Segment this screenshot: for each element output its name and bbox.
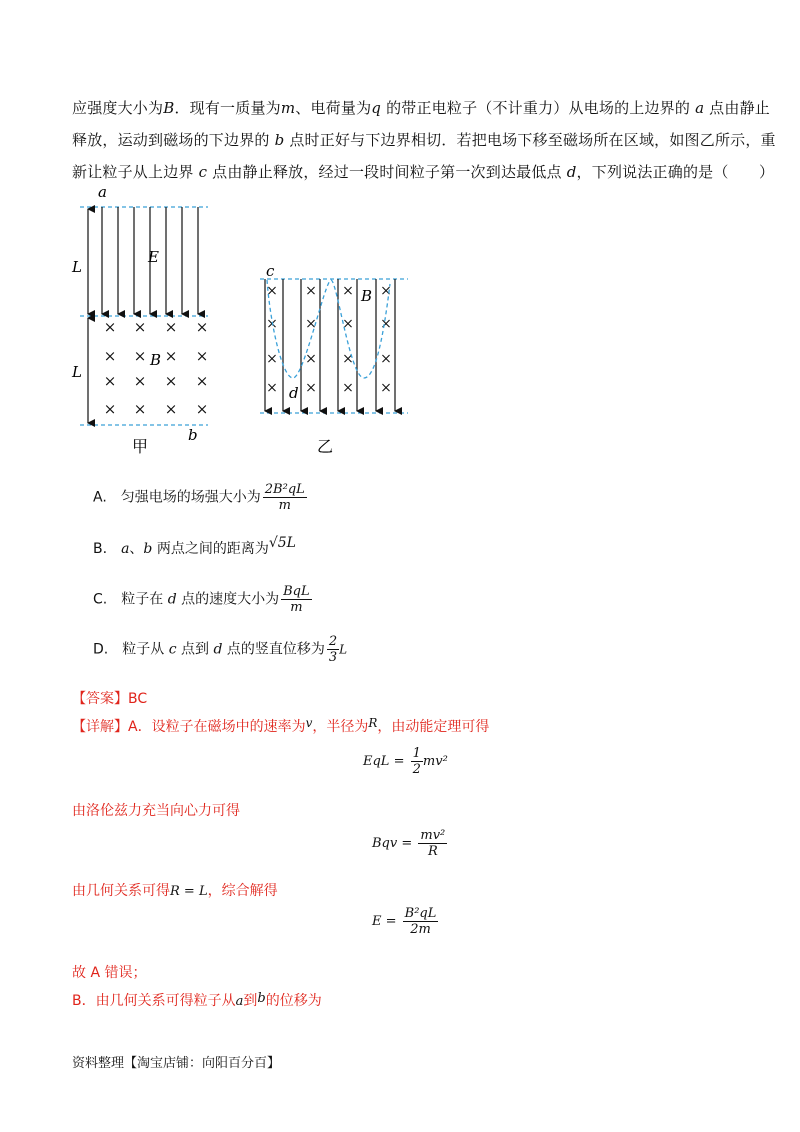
svg-text:×: × — [342, 380, 354, 396]
svg-text:×: × — [164, 318, 178, 336]
equation-field: E = $\frac{\text{B²qL}}{2m}$ — [372, 906, 437, 937]
equation-lorentz: Bqv = $\frac{\text{mv²}}{R}$ — [372, 828, 446, 859]
label-L-bottom: L — [72, 363, 82, 381]
svg-text:×: × — [266, 316, 278, 332]
svg-text:×: × — [164, 347, 178, 365]
svg-text:×: × — [342, 351, 354, 367]
electric-field-lines — [265, 279, 395, 411]
svg-text:×: × — [305, 351, 317, 367]
solution-line-3: 由几何关系可得R = L，综合解得 — [72, 883, 278, 899]
option-c[interactable]: C. 粒子在 d 点的速度大小为 $\frac{\text{BqL}}{m}$ — [93, 584, 310, 615]
svg-text:×: × — [195, 372, 209, 390]
solution-line-5: B．由几何关系可得粒子从a到b的位移为 — [72, 991, 322, 1009]
magnetic-field-crosses — [266, 283, 392, 396]
caption-yi: 乙 — [317, 437, 334, 456]
svg-text:×: × — [103, 400, 117, 418]
svg-text:×: × — [342, 316, 354, 332]
footer-source: 资料整理【淘宝店铺：向阳百分百】 — [72, 1056, 281, 1071]
label-b: b — [188, 426, 198, 444]
svg-text:×: × — [380, 380, 392, 396]
svg-text:×: × — [133, 400, 147, 418]
svg-text:×: × — [103, 347, 117, 365]
equation-energy: EqL = $\frac{1}{2}$ mv² — [363, 746, 448, 777]
label-c: c — [266, 262, 275, 280]
svg-text:×: × — [266, 380, 278, 396]
figure-yi — [250, 262, 420, 462]
option-b[interactable]: B. a、b 两点之间的距离为√5L — [93, 535, 296, 557]
option-a[interactable]: A. 匀强电场的场强大小为 $\frac{\text{2B²qL}}{m}$ — [93, 482, 305, 513]
solution-line-4: 故 A 错误； — [72, 965, 147, 981]
svg-text:×: × — [266, 283, 278, 299]
svg-text:×: × — [305, 316, 317, 332]
svg-text:×: × — [305, 283, 317, 299]
svg-text:×: × — [103, 318, 117, 336]
option-c-fraction: $\frac{\text{BqL}}{m}$ — [283, 584, 310, 615]
svg-text:×: × — [164, 372, 178, 390]
caption-jia: 甲 — [132, 437, 149, 456]
svg-text:×: × — [195, 400, 209, 418]
label-d: d — [289, 384, 299, 402]
svg-text:×: × — [133, 372, 147, 390]
svg-text:×: × — [195, 347, 209, 365]
svg-text:×: × — [342, 283, 354, 299]
option-d-fraction: $\frac{2}{3}$ — [328, 634, 338, 665]
svg-text:×: × — [380, 316, 392, 332]
stem-line-3: 新让粒子从上边界 c 点由静止释放，经过一段时间粒子第一次到达最低点 d，下列说法正确的是（ ） — [72, 163, 775, 181]
solution-line-1: 【详解】A．设粒子在磁场中的速率为v，半径为R，由动能定理可得 — [72, 716, 490, 735]
stem-line-1: 应强度大小为B．现有一质量为m、电荷量为q 的带正电粒子（不计重力）从电场的上边界的 a 点由静止 — [72, 99, 770, 117]
svg-text:×: × — [133, 318, 147, 336]
svg-text:×: × — [266, 351, 278, 367]
solution-line-2: 由洛伦兹力充当向心力可得 — [72, 803, 240, 819]
label-L-top: L — [72, 258, 82, 276]
svg-text:×: × — [380, 351, 392, 367]
label-a: a — [98, 183, 107, 201]
label-B: B — [361, 287, 373, 305]
svg-text:×: × — [133, 347, 147, 365]
svg-text:×: × — [305, 380, 317, 396]
option-a-fraction: $\frac{\text{2B²qL}}{m}$ — [264, 482, 305, 513]
svg-text:×: × — [164, 400, 178, 418]
answer-label: 【答案】BC — [72, 691, 148, 707]
svg-text:×: × — [103, 372, 117, 390]
option-b-value: √5L — [268, 535, 296, 551]
option-d[interactable]: D. 粒子从 c 点到 d 点的竖直位移为 $\frac{2}{3}$ L — [93, 634, 348, 665]
svg-text:×: × — [380, 283, 392, 299]
label-B: B — [150, 351, 162, 369]
stem-line-2: 释放，运动到磁场的下边界的 b 点时正好与下边界相切．若把电场下移至磁场所在区域，如图乙所示，重 — [72, 131, 776, 149]
figure-jia — [60, 180, 230, 460]
svg-text:×: × — [195, 318, 209, 336]
label-E: E — [148, 248, 159, 266]
